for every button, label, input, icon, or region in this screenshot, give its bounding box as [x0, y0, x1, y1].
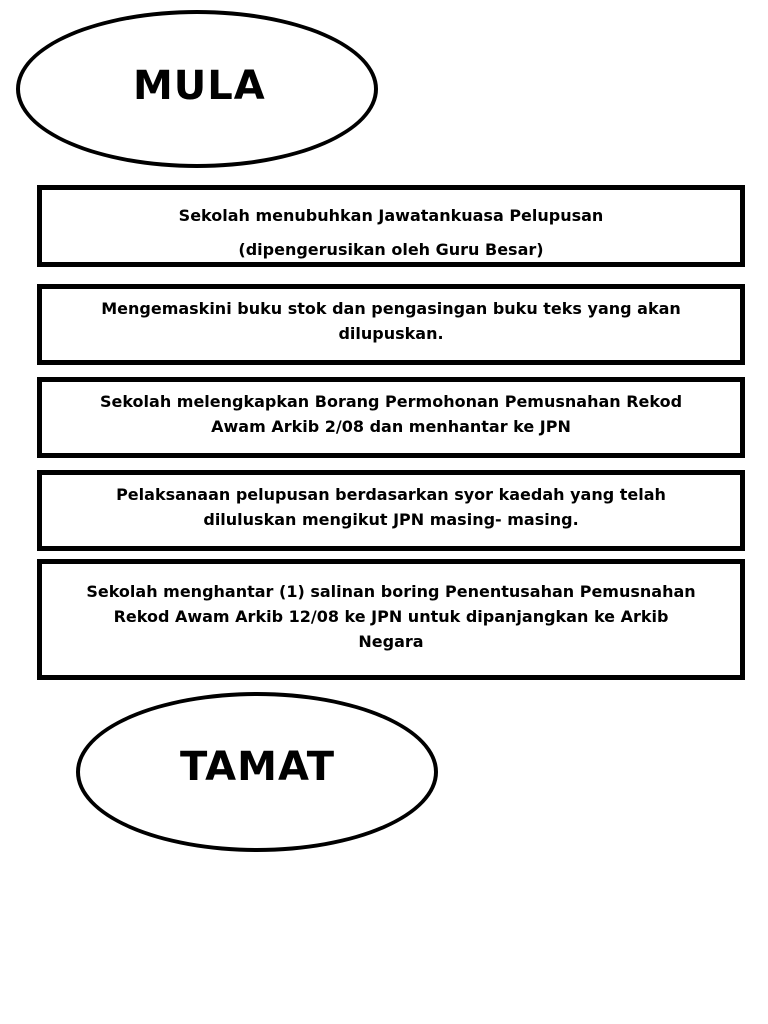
- step-2-line-2: dilupuskan.: [338, 324, 444, 343]
- step-4-line-1: Pelaksanaan pelupusan berdasarkan syor kaedah yang telah: [116, 485, 666, 504]
- step-1-line-1: Sekolah menubuhkan Jawatankuasa Pelupusan: [178, 206, 604, 225]
- step-1-line-2: (dipengerusikan oleh Guru Besar): [238, 240, 544, 259]
- step-3-line-1: Sekolah melengkapkan Borang Permohonan Pemusnahan Rekod: [99, 392, 683, 411]
- step-3-line-2: Awam Arkib 2/08 dan menhantar ke JPN: [211, 417, 571, 436]
- process-step-4: [37, 470, 745, 551]
- start-label: MULA: [133, 63, 266, 109]
- process-step-2: [37, 284, 745, 365]
- step-2-line-1: Mengemaskini buku stok dan pengasingan buku teks yang akan: [101, 299, 681, 318]
- process-step-1: [37, 185, 745, 267]
- process-step-3: [37, 377, 745, 458]
- step-5-line-2: Rekod Awam Arkib 12/08 ke JPN untuk dipanjangkan ke Arkib: [113, 607, 669, 626]
- step-5-line-3: Negara: [358, 632, 424, 651]
- step-4-line-2: diluluskan mengikut JPN masing- masing.: [203, 510, 579, 529]
- process-step-5: [37, 559, 745, 680]
- end-label: TAMAT: [180, 744, 336, 790]
- step-5-line-1: Sekolah menghantar (1) salinan boring Penentusahan Pemusnahan: [86, 582, 696, 601]
